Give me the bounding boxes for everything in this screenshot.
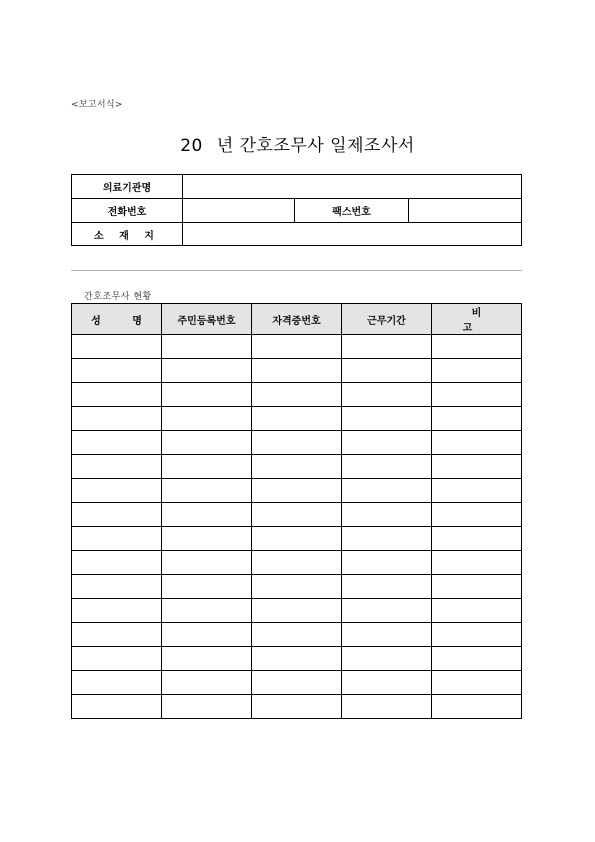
table-cell[interactable] (342, 575, 432, 599)
table-cell[interactable] (162, 695, 252, 719)
table-cell[interactable] (162, 431, 252, 455)
table-row (72, 551, 522, 575)
table-cell[interactable] (432, 647, 522, 671)
table-cell[interactable] (162, 503, 252, 527)
table-cell[interactable] (252, 695, 342, 719)
table-cell[interactable] (342, 431, 432, 455)
table-cell[interactable] (162, 575, 252, 599)
header-remarks (432, 304, 522, 335)
table-cell[interactable] (72, 551, 162, 575)
table-cell[interactable] (342, 407, 432, 431)
table-cell[interactable] (162, 599, 252, 623)
table-row (72, 335, 522, 359)
fax-label: 팩스번호 (295, 199, 409, 222)
table-cell[interactable] (432, 599, 522, 623)
table-cell[interactable] (432, 503, 522, 527)
header-work-period: 근무기간 (342, 304, 432, 335)
table-cell[interactable] (72, 431, 162, 455)
table-cell[interactable] (252, 407, 342, 431)
table-row (72, 407, 522, 431)
phone-field[interactable] (183, 199, 295, 222)
table-cell[interactable] (162, 527, 252, 551)
table-cell[interactable] (342, 479, 432, 503)
table-cell[interactable] (162, 623, 252, 647)
table-row (72, 503, 522, 527)
table-cell[interactable] (252, 527, 342, 551)
table-cell[interactable] (342, 671, 432, 695)
table-cell[interactable] (162, 479, 252, 503)
table-cell[interactable] (72, 527, 162, 551)
institution-name-label: 의료기관명 (72, 175, 183, 198)
table-cell[interactable] (72, 671, 162, 695)
staff-table-body (72, 335, 522, 719)
title-year-prefix: 20 (180, 136, 203, 156)
table-cell[interactable] (162, 647, 252, 671)
table-cell[interactable] (162, 551, 252, 575)
table-cell[interactable] (72, 383, 162, 407)
table-cell[interactable] (162, 359, 252, 383)
table-cell[interactable] (342, 647, 432, 671)
section-label: 간호조무사 현황 (84, 292, 152, 302)
table-cell[interactable] (252, 647, 342, 671)
address-field[interactable] (183, 223, 521, 245)
table-cell[interactable] (432, 383, 522, 407)
table-row (72, 455, 522, 479)
table-cell[interactable] (342, 335, 432, 359)
table-cell[interactable] (432, 575, 522, 599)
table-cell[interactable] (432, 407, 522, 431)
table-cell[interactable] (252, 431, 342, 455)
table-cell[interactable] (432, 359, 522, 383)
info-row-phone-fax (72, 199, 521, 223)
table-cell[interactable] (432, 623, 522, 647)
table-cell[interactable] (72, 479, 162, 503)
table-cell[interactable] (432, 695, 522, 719)
institution-name-field[interactable] (183, 175, 521, 198)
table-cell[interactable] (432, 671, 522, 695)
table-cell[interactable] (342, 383, 432, 407)
table-cell[interactable] (72, 575, 162, 599)
form-label: <보고서식> (71, 100, 123, 110)
table-cell[interactable] (162, 407, 252, 431)
table-cell[interactable] (252, 479, 342, 503)
table-cell[interactable] (252, 383, 342, 407)
header-resident-number: 주민등록번호 (162, 304, 252, 335)
table-row (72, 575, 522, 599)
table-cell[interactable] (162, 383, 252, 407)
table-cell[interactable] (342, 623, 432, 647)
table-cell[interactable] (72, 407, 162, 431)
table-cell[interactable] (252, 359, 342, 383)
table-cell[interactable] (342, 455, 432, 479)
table-cell[interactable] (342, 527, 432, 551)
table-cell[interactable] (252, 671, 342, 695)
table-cell[interactable] (252, 455, 342, 479)
table-cell[interactable] (72, 455, 162, 479)
phone-label: 전화번호 (72, 199, 183, 222)
header-remarks-text: 비 고 (462, 308, 500, 334)
table-cell[interactable] (432, 527, 522, 551)
table-row (72, 647, 522, 671)
table-row (72, 359, 522, 383)
table-cell[interactable] (72, 335, 162, 359)
table-cell[interactable] (252, 503, 342, 527)
table-cell[interactable] (252, 335, 342, 359)
table-cell[interactable] (162, 455, 252, 479)
table-cell[interactable] (252, 623, 342, 647)
address-label-text: 소 재 지 (94, 230, 160, 242)
title-text: 년 간호조무사 일제조사서 (216, 136, 415, 156)
table-row (72, 479, 522, 503)
table-cell[interactable] (72, 359, 162, 383)
header-name (72, 304, 162, 335)
table-cell[interactable] (432, 455, 522, 479)
table-row (72, 671, 522, 695)
table-cell[interactable] (72, 695, 162, 719)
table-row (72, 599, 522, 623)
table-cell[interactable] (252, 575, 342, 599)
table-cell[interactable] (342, 599, 432, 623)
fax-field[interactable] (409, 199, 521, 222)
table-cell[interactable] (432, 551, 522, 575)
table-cell[interactable] (432, 479, 522, 503)
table-cell[interactable] (72, 623, 162, 647)
table-cell[interactable] (72, 599, 162, 623)
table-cell[interactable] (162, 335, 252, 359)
section-divider (71, 270, 522, 271)
info-row-institution (72, 175, 521, 199)
document-title (0, 131, 595, 156)
address-label (72, 223, 183, 245)
table-row (72, 623, 522, 647)
header-name-text: 성 명 (91, 315, 156, 327)
table-row (72, 695, 522, 719)
table-row (72, 431, 522, 455)
table-cell[interactable] (342, 503, 432, 527)
table-cell[interactable] (162, 671, 252, 695)
institution-info-table (71, 174, 522, 246)
staff-table-header-row (72, 304, 522, 335)
table-cell[interactable] (432, 335, 522, 359)
table-cell[interactable] (252, 551, 342, 575)
table-cell[interactable] (432, 431, 522, 455)
table-row (72, 383, 522, 407)
table-cell[interactable] (342, 695, 432, 719)
table-row (72, 527, 522, 551)
staff-table (71, 303, 522, 719)
table-cell[interactable] (342, 359, 432, 383)
header-license-number: 자격증번호 (252, 304, 342, 335)
table-cell[interactable] (72, 503, 162, 527)
table-cell[interactable] (342, 551, 432, 575)
table-cell[interactable] (72, 647, 162, 671)
info-row-address (72, 223, 521, 245)
table-cell[interactable] (252, 599, 342, 623)
